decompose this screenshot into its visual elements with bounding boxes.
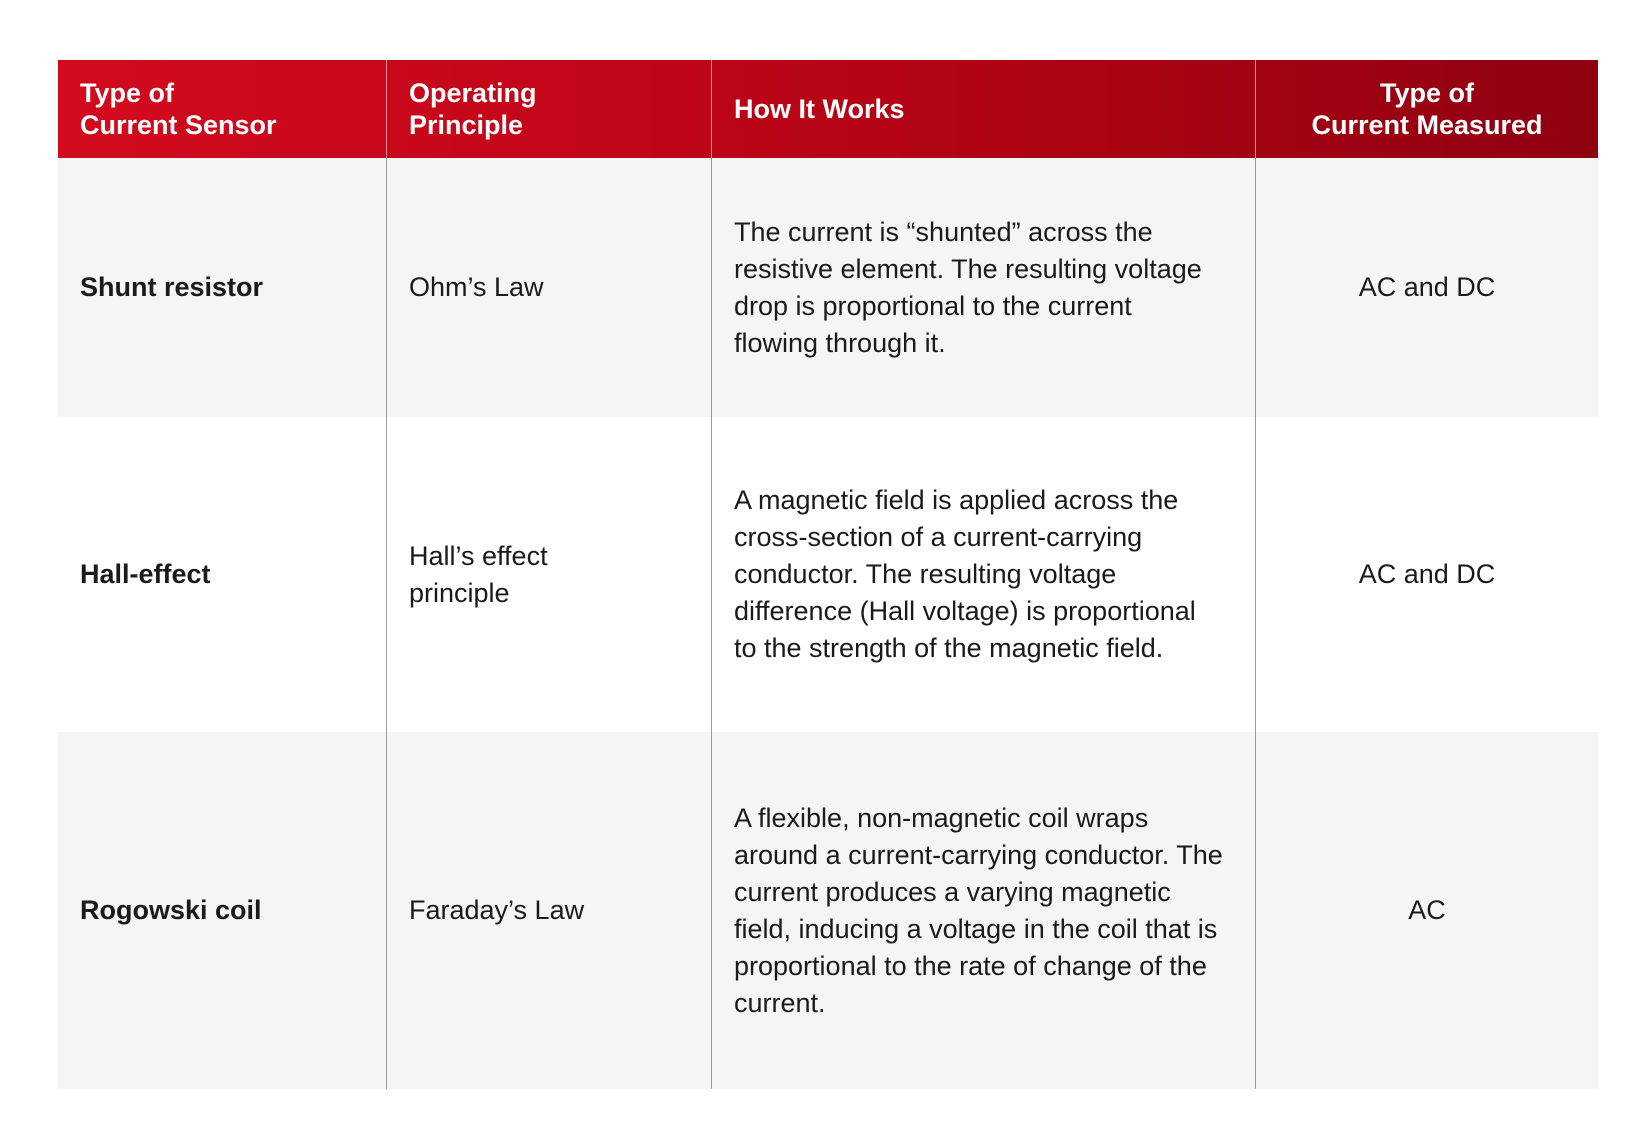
hall-how-text: A magnetic field is applied across the cross-section of a current-carrying conductor. The resulting voltage difference (Hall voltage) is proportional to the strength of the magnetic field. [734, 485, 1196, 663]
rogowski-how-text: A flexible, non-magnetic coil wraps around a current-carrying conductor. The current produces a varying magnetic field, inducing a voltage in the coil that is proportional to the rate of change of the current. [734, 802, 1223, 1018]
hall-principle-text: Hall’s effect principle [409, 540, 548, 608]
table-row-shunt-measured: AC and DC [1255, 158, 1598, 417]
table-row-hall-how [711, 417, 1255, 732]
table-row-hall-measured: AC and DC [1255, 417, 1598, 732]
table-row-shunt-type: Shunt resistor [58, 158, 386, 417]
table-row-hall-principle [386, 417, 711, 732]
table-row-shunt-how [711, 158, 1255, 417]
table-row-hall-type: Hall-effect [58, 417, 386, 732]
header-type-of-current-sensor: Type of Current Sensor [80, 78, 277, 140]
current-sensor-table [58, 60, 1598, 1089]
table-row-rogowski-how [711, 732, 1255, 1089]
table-row-rogowski-type: Rogowski coil [58, 732, 386, 1089]
header-type-of-current-measured: Type of Current Measured [1255, 60, 1598, 158]
table-row-shunt-principle: Ohm’s Law [386, 158, 711, 417]
shunt-how-text: The current is “shunted” across the resistive element. The resulting voltage drop is proportional to the current flowing through it. [734, 216, 1202, 358]
header-operating-principle: Operating Principle [386, 60, 711, 158]
table-row-rogowski-measured: AC [1255, 732, 1598, 1089]
header-how-it-works: How It Works [711, 60, 1255, 158]
table-row-rogowski-principle: Faraday’s Law [386, 732, 711, 1089]
